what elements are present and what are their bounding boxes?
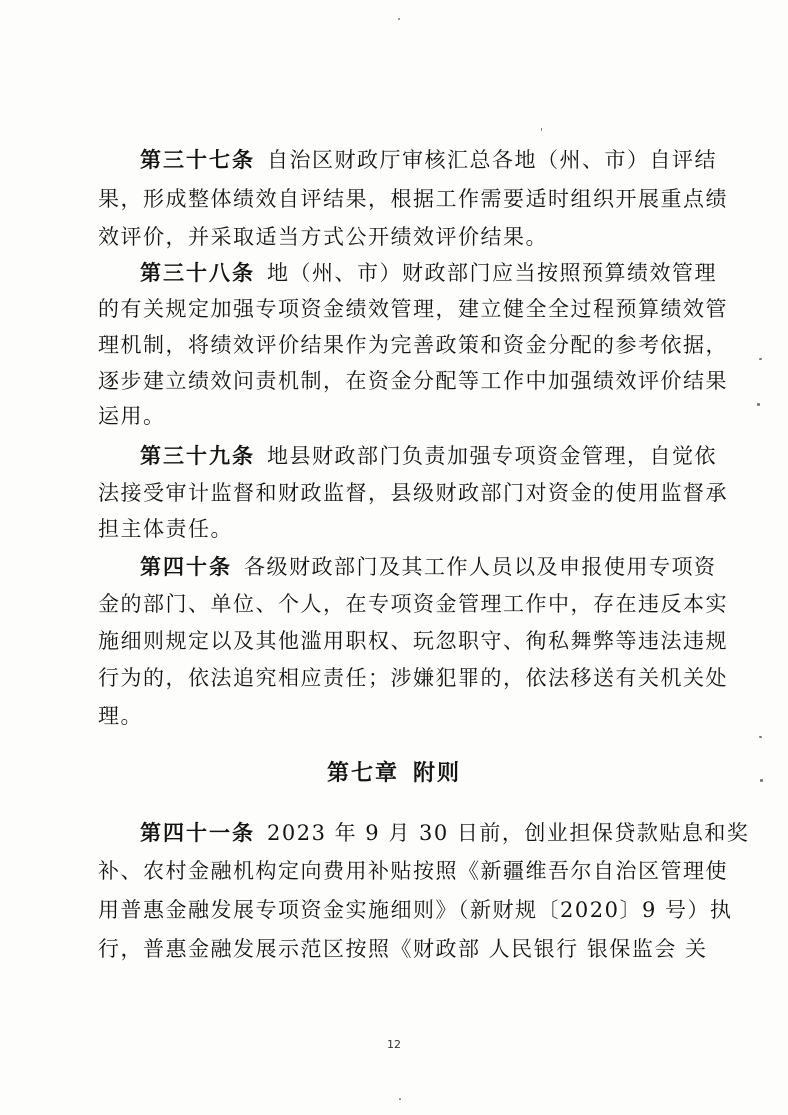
scan-speck <box>760 779 763 782</box>
article-37-text-1: 自治区财政厅审核汇总各地（州、市）自评结 <box>267 148 717 172</box>
article-38-line-3: 理机制，将绩效评价结果作为完善政策和资金分配的参考依据， <box>98 333 728 357</box>
article-39-line-2: 法接受审计监督和财政监督，县级财政部门对资金的使用监督承 <box>98 481 728 505</box>
article-39-line-3: 担主体责任。 <box>98 517 233 541</box>
article-37-line-2: 果，形成整体绩效自评结果，根据工作需要适时组织开展重点绩 <box>98 187 728 211</box>
article-40-line-4: 行为的，依法追究相应责任；涉嫌犯罪的，依法移送有关机关处 <box>98 666 728 690</box>
page-number: 12 <box>387 1038 401 1051</box>
scan-speck <box>541 128 542 131</box>
article-41-line-3: 用普惠金融发展专项资金实施细则》（新财规〔2020〕9 号）执 <box>98 898 733 922</box>
article-40-line-2: 金的部门、单位、个人，在专项资金管理工作中，存在违反本实 <box>98 592 728 616</box>
article-37-line-1 <box>140 145 717 175</box>
article-38-line-2: 的有关规定加强专项资金绩效管理，建立健全全过程预算绩效管 <box>98 297 728 321</box>
article-37-line-3: 效评价，并采取适当方式公开绩效评价结果。 <box>98 225 548 249</box>
chapter-heading <box>0 756 788 787</box>
article-38-line-1 <box>140 258 717 288</box>
article-38-text-1: 地（州、市）财政部门应当按照预算绩效管理 <box>267 261 717 285</box>
article-38-line-5: 运用。 <box>98 404 166 428</box>
article-39-label: 第三十九条 <box>140 443 255 468</box>
scan-speck <box>757 403 760 406</box>
article-41-line-4: 行，普惠金融发展示范区按照《财政部 人民银行 银保监会 关 <box>98 937 708 961</box>
article-39-text-1: 地县财政部门负责加强专项资金管理，自觉依 <box>267 444 717 468</box>
article-39-line-1 <box>140 441 717 471</box>
article-40-line-1 <box>140 552 717 582</box>
article-41-line-2: 补、农村金融机构定向费用补贴按照《新疆维吾尔自治区管理使 <box>98 859 728 883</box>
article-40-line-3: 施细则规定以及其他滥用职权、玩忽职守、徇私舞弊等违法违规 <box>98 629 728 653</box>
article-41-line-1 <box>140 818 750 848</box>
article-38-line-4: 逐步建立绩效问责机制，在资金分配等工作中加强绩效评价结果 <box>98 369 728 393</box>
scan-speck <box>759 736 762 738</box>
article-41-label: 第四十一条 <box>140 820 255 845</box>
article-41-text-1: 2023 年 9 月 30 日前，创业担保贷款贴息和奖 <box>267 821 750 845</box>
scan-speck <box>399 1098 401 1100</box>
chapter-title: 附则 <box>413 760 462 786</box>
article-40-label: 第四十条 <box>140 554 232 579</box>
scan-speck <box>398 18 400 20</box>
article-37-label: 第三十七条 <box>140 147 255 172</box>
scan-speck <box>759 358 762 360</box>
article-38-label: 第三十八条 <box>140 260 255 285</box>
article-40-line-5: 理。 <box>98 704 143 728</box>
article-40-text-1: 各级财政部门及其工作人员以及申报使用专项资 <box>244 555 717 579</box>
chapter-number: 第七章 <box>326 760 399 786</box>
